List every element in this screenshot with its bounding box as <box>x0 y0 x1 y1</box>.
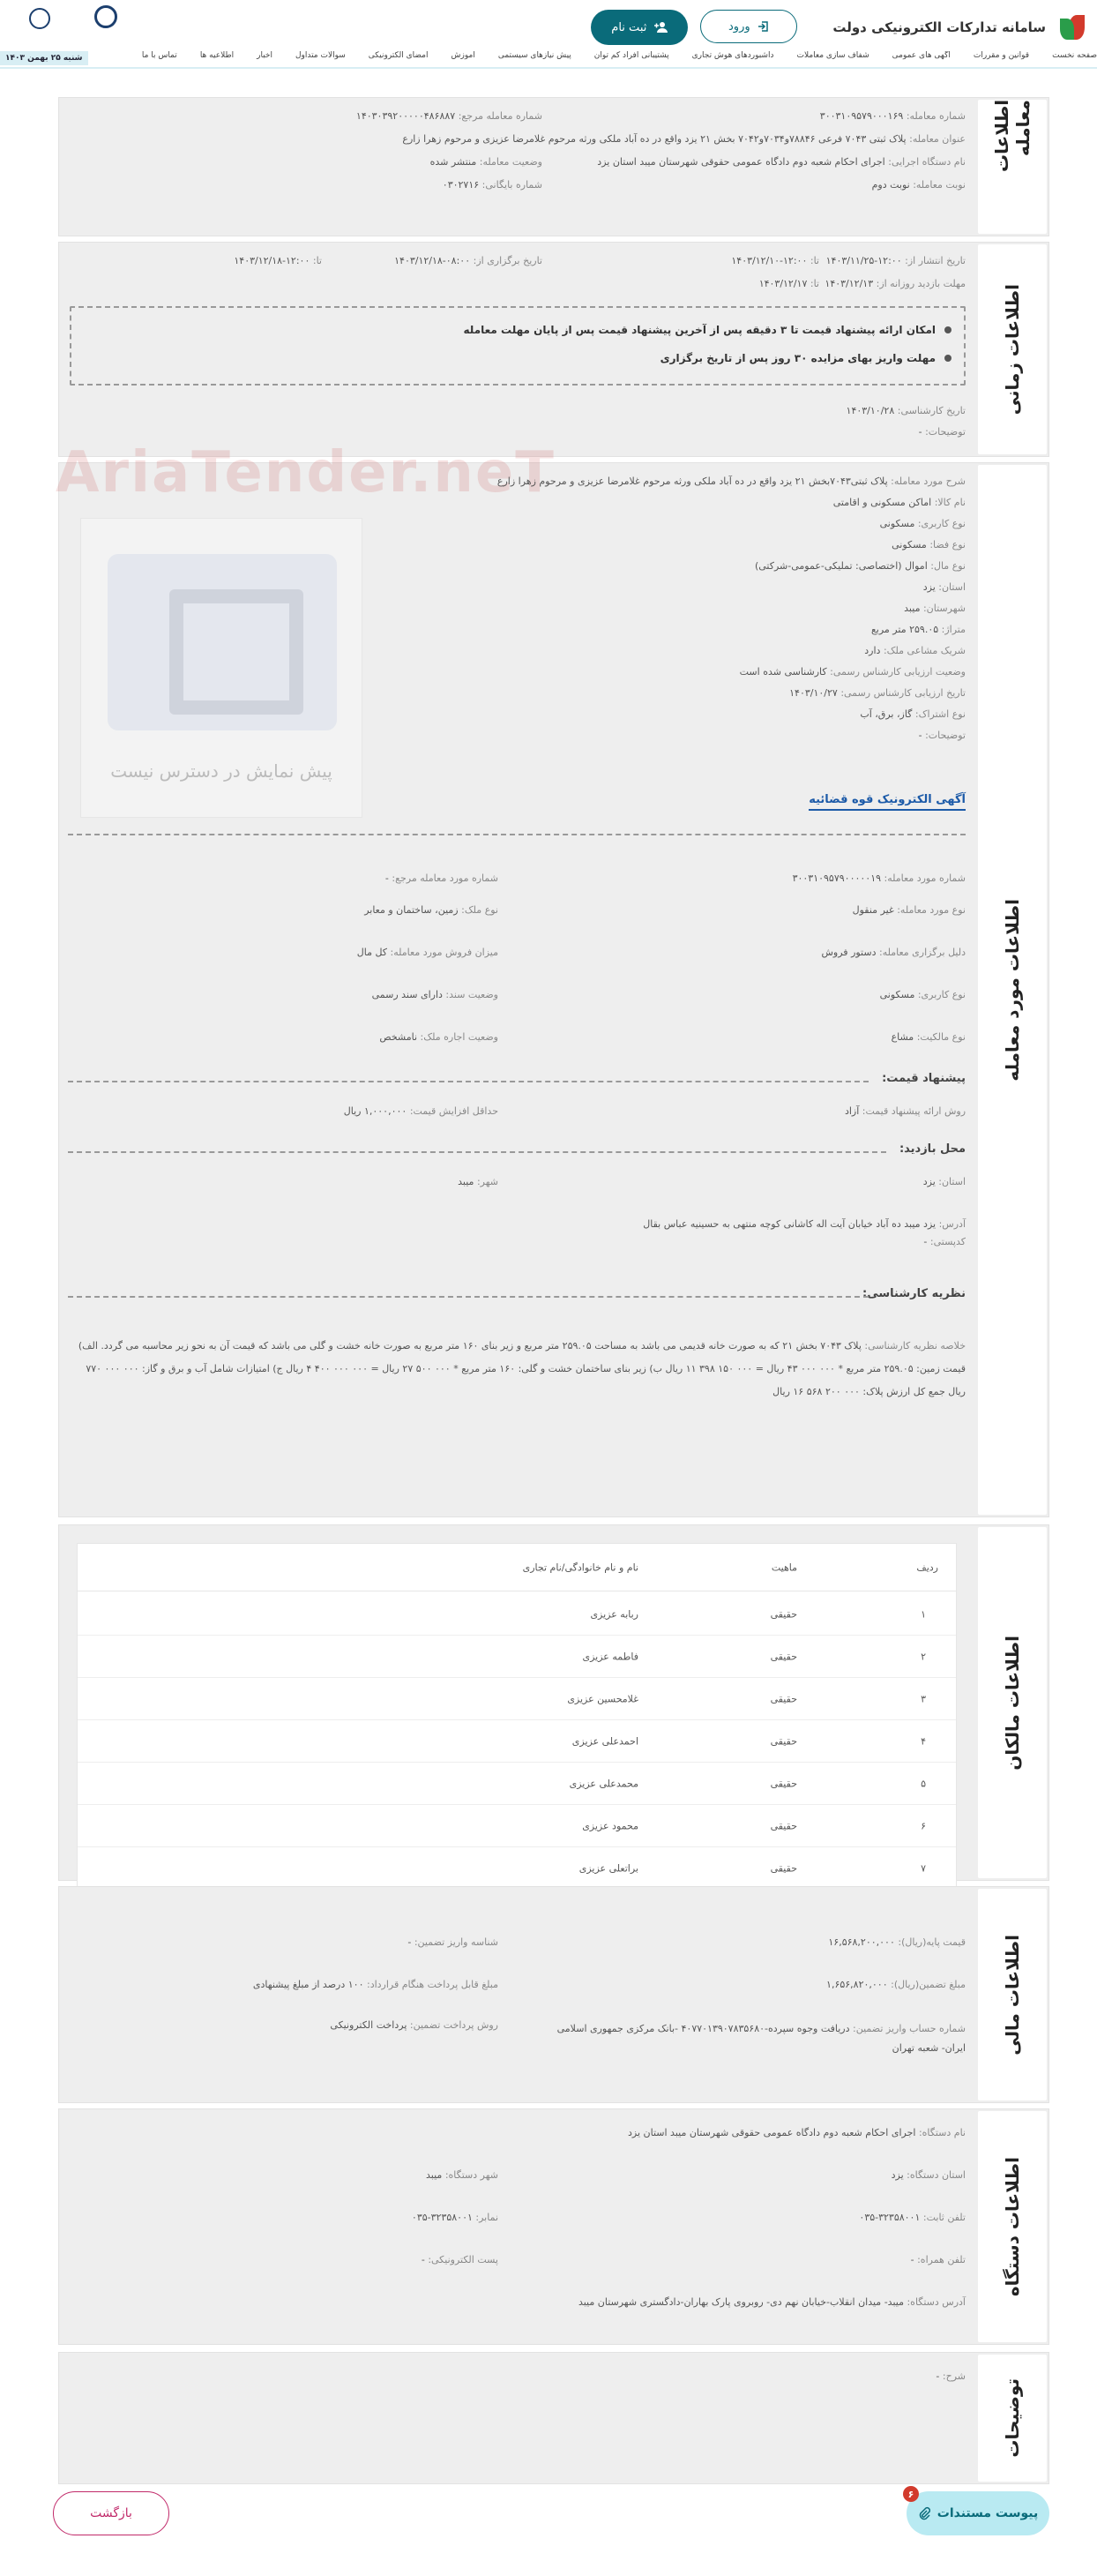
desc-label: توضیحات: <box>925 426 966 438</box>
gavel-icon <box>108 554 337 730</box>
expert-heading: نظریه کارشناسی: <box>862 1287 966 1300</box>
visit-address-row <box>643 1218 966 1230</box>
guarantee: ۱,۶۵۶,۸۲۰,۰۰۰ <box>826 1979 888 1990</box>
item-field-row <box>904 603 966 614</box>
item-owner-type-label: نوع مالکیت: <box>916 1031 966 1043</box>
nav-item[interactable]: داشبوردهای هوش تجاری <box>691 51 774 60</box>
org-prov-label: استان دستگاه: <box>907 2169 966 2181</box>
section-title-box <box>978 2355 1047 2482</box>
org-fax-label: نمابر: <box>475 2212 498 2223</box>
nav-item[interactable]: پشتیبانی افراد کم توان <box>593 51 669 60</box>
section-divider <box>68 1296 869 1298</box>
section-title-box <box>978 244 1047 454</box>
transaction-field-value: منتشر شده <box>429 156 477 168</box>
item-field-label: تاریخ ارزیابی کارشناس رسمی: <box>840 687 966 699</box>
attachments-label: پیوست مستندات <box>937 2506 1039 2520</box>
item-prop-type-label: نوع ملک: <box>461 904 498 916</box>
deposit-id-label: شناسه واریز تضمین: <box>414 1936 498 1948</box>
owners-row <box>78 1636 956 1678</box>
item-prop-type-row <box>364 904 498 916</box>
item-ref-no-label: شماره مورد معامله مرجع: <box>392 872 498 884</box>
owners-cell: ۳ <box>921 1693 926 1704</box>
pay-method-label: روش پرداخت تضمین: <box>409 2019 498 2031</box>
publish-label: تاریخ انتشار از: <box>905 255 966 266</box>
base-price-label: قیمت پایه(ریال): <box>898 1936 966 1948</box>
item-use-label: نوع کاربری: <box>917 989 966 1000</box>
bid-method-row <box>845 1105 966 1117</box>
attachments-button[interactable] <box>907 2488 1049 2535</box>
expert-summary-row <box>68 1335 966 1404</box>
owners-cell: فاطمه عزیزی <box>582 1651 638 1662</box>
section-owners <box>58 1524 1049 1881</box>
transaction-field-label: عنوان معامله: <box>909 133 966 145</box>
min-increase-value: ۱,۰۰۰,۰۰۰ ریال <box>343 1105 407 1117</box>
item-field-value: یزد <box>922 581 936 593</box>
item-field-row <box>919 730 966 741</box>
item-field-value: اماکن مسکونی و اقامتی <box>832 497 932 508</box>
transaction-field-row <box>820 110 966 122</box>
item-prop-type-value: زمین، ساختمان و معابر <box>364 904 459 916</box>
item-image-placeholder <box>80 518 362 818</box>
desc-value: - <box>918 426 922 438</box>
visit-address-value: یزد میبد ده آباد خیابان آیت اله کاشانی کوچه منتهی به حسینیه عباس بقال <box>643 1218 937 1230</box>
transaction-field-value: ۰۳۰۲۷۱۶ <box>442 179 480 191</box>
login-label: ورود <box>728 19 750 34</box>
condition-text: امکان ارائه پیشنهاد قیمت تا ۳ دقیقه پس از آخرین پیشنهاد قیمت پس از پایان مهلت معامله <box>463 324 936 336</box>
footer-actions <box>53 2488 1049 2535</box>
section-transaction <box>58 97 1049 236</box>
owners-cell: ربابه عزیزی <box>590 1608 638 1620</box>
item-field-label: متراژ: <box>941 624 966 635</box>
transaction-field-value: پلاک ثبتی ۷۰۴۳ فرعی ۷۸۸۴۶و۷۰۳۴و۷۰۴۲ بخش ۲۱ یزد واقع در ده آباد ملکی ورثه مرحوم غلامرضا عزیزی و مرحوم زهرا زارع <box>402 133 907 145</box>
item-field-value: مسکونی <box>892 539 927 550</box>
section-divider <box>68 1151 886 1153</box>
org-mobile: - <box>910 2254 914 2265</box>
item-field-label: نوع اشتراک: <box>914 708 966 720</box>
item-sale-amount-row <box>357 947 498 958</box>
conditions-box <box>70 306 966 386</box>
item-type-value: غیر منقول <box>852 904 894 916</box>
owners-cell: ۷ <box>921 1862 926 1874</box>
login-button[interactable] <box>700 10 797 43</box>
org-addr-label: آدرس دستگاه: <box>907 2296 966 2308</box>
owners-row <box>78 1805 956 1847</box>
section-org <box>58 2108 1049 2345</box>
header-divider <box>0 67 1097 69</box>
section-title-box <box>978 1527 1047 1878</box>
expert-summary-label: خلاصه نظریه کارشناسی: <box>864 1340 966 1352</box>
current-date: شنبه ۲۵ بهمن ۱۴۰۳ <box>0 51 88 65</box>
owners-table <box>77 1543 957 1887</box>
item-field-row <box>789 687 966 699</box>
owners-cell: ۴ <box>921 1735 926 1747</box>
owners-header-cell: نام و نام خانوادگی/نام تجاری <box>522 1561 638 1573</box>
item-field-value: گاز، برق، آب <box>860 708 913 720</box>
owners-header-row <box>78 1544 956 1591</box>
visit-postal-value: - <box>923 1236 928 1247</box>
nav-item[interactable]: اخبار <box>257 51 272 60</box>
owners-header-cell: ردیف <box>916 1561 938 1573</box>
item-field-label: شرح مورد معامله: <box>891 476 966 487</box>
account-label: شماره حساب واریز تضمین: <box>853 2023 966 2034</box>
transaction-field-label: نام دستگاه اجرایی: <box>888 156 966 168</box>
nav-item[interactable]: شفاف سازی معاملات <box>796 51 869 60</box>
owners-cell: غلامحسین عزیزی <box>567 1693 638 1704</box>
guarantee-label: مبلغ تضمین(ریال): <box>891 1979 966 1990</box>
item-field-row <box>880 518 966 529</box>
org-city: میبد <box>426 2169 443 2181</box>
item-reason-label: دلیل برگزاری معامله: <box>879 947 966 958</box>
item-item-no-value: ۳۰۰۳۱۰۹۵۷۹۰۰۰۰۰۱۹ <box>792 872 882 884</box>
item-ref-no-row <box>385 872 498 884</box>
publish-to-label: تا: <box>810 255 819 266</box>
hold-to-label: تا: <box>312 255 322 266</box>
item-item-no-row <box>793 872 966 884</box>
visit-label: مهلت بازدید روزانه از: <box>876 278 966 289</box>
org-phone-label: تلفن ثابت: <box>922 2212 966 2223</box>
item-field-row <box>740 666 966 678</box>
owners-row <box>78 1593 956 1636</box>
owners-cell: محمدعلی عزیزی <box>569 1778 638 1789</box>
nav-item[interactable]: آموزش <box>451 51 475 60</box>
visit-to: ۱۴۰۳/۱۲/۱۷ <box>758 278 808 289</box>
bullet-icon <box>944 326 951 333</box>
bid-method-label: روش ارائه پیشنهاد قیمت: <box>862 1105 966 1117</box>
item-type-row <box>853 904 966 916</box>
ministry-logo-icon <box>9 8 71 43</box>
min-increase-label: حداقل افزایش قیمت: <box>409 1105 498 1117</box>
paperclip-icon <box>918 2506 930 2520</box>
item-type-label: نوع مورد معامله: <box>897 904 966 916</box>
owners-cell: حقیقی <box>770 1693 797 1704</box>
nav-item[interactable]: سوالات متداول <box>295 51 346 60</box>
owners-cell: حقیقی <box>770 1735 797 1747</box>
condition-text: مهلت واریز بهای مزایده ۳۰ روز پس از تاریخ برگزاری <box>660 352 936 364</box>
item-ref-no-value: - <box>384 872 389 884</box>
item-doc-row <box>372 989 498 1000</box>
setad-logo-icon <box>1053 10 1088 45</box>
transaction-field-row <box>402 133 966 145</box>
condition-item <box>464 324 951 336</box>
owners-cell: ۶ <box>921 1820 926 1831</box>
org-email-label: پست الکترونیکی: <box>428 2254 498 2265</box>
item-field-row <box>864 645 966 656</box>
owners-cell: ۲ <box>921 1651 926 1662</box>
org-name: اجرای احکام شعبه دوم دادگاه عمومی حقوقی شهرستان میبد استان یزد <box>628 2127 916 2138</box>
section-time <box>58 242 1049 457</box>
visit-postal-row <box>923 1236 966 1247</box>
section-finance <box>58 1886 1049 2103</box>
nav-item[interactable]: آگهی های عمومی <box>892 51 951 60</box>
item-field-value: کارشناسی شده است <box>739 666 827 678</box>
nav-item[interactable]: اطلاعیه ها <box>199 51 235 60</box>
org-name-label: نام دستگاه: <box>918 2127 966 2138</box>
owners-cell: محمود عزیزی <box>582 1820 638 1831</box>
visit-province-value: یزد <box>922 1176 936 1187</box>
section-title-box <box>978 100 1047 234</box>
section-title-box <box>978 465 1047 1515</box>
owners-cell: حقیقی <box>770 1608 797 1620</box>
visit-to-label: تا: <box>810 278 819 289</box>
item-field-label: توضیحات: <box>925 730 966 741</box>
owners-cell: حقیقی <box>770 1862 797 1874</box>
nav-item[interactable]: قوانین و مقررات <box>973 51 1030 60</box>
section-description <box>58 2352 1049 2484</box>
top-bar <box>0 0 1097 55</box>
section-title: اطلاعات مورد معامله <box>1002 898 1023 1082</box>
item-use-row <box>880 989 966 1000</box>
section-title: اطلاعات مالکان <box>1002 1635 1023 1771</box>
section-title: توضیحات <box>1002 2378 1023 2458</box>
item-field-label: نام کالا: <box>934 497 966 508</box>
hold-from: ۱۴۰۳/۱۲/۱۸-۰۸:۰۰ <box>394 255 471 266</box>
item-reason-value: دستور فروش <box>821 947 877 958</box>
owners-header-cell: ماهیت <box>771 1561 797 1573</box>
expert-date: ۱۴۰۳/۱۰/۲۸ <box>846 405 895 416</box>
contract-pay-label: مبلغ قابل پرداخت هنگام قرارداد: <box>367 1979 498 1990</box>
transaction-field-value: اجرای احکام شعبه دوم دادگاه عمومی حقوقی شهرستان میبد استان یزد <box>597 156 885 168</box>
transaction-field-row <box>872 179 966 191</box>
section-title-box <box>978 1889 1047 2100</box>
back-button[interactable]: بازگشت <box>53 2491 169 2535</box>
item-doc-value: دارای سند رسمی <box>371 989 443 1000</box>
nav-item[interactable]: تماس با ما <box>141 51 177 60</box>
transaction-field-row <box>356 110 542 122</box>
item-reason-row <box>822 947 966 958</box>
item-field-label: نوع فضا: <box>929 539 966 550</box>
condition-item <box>660 352 951 364</box>
section-title: اطلاعات مالی <box>1002 1934 1023 2056</box>
brand[interactable] <box>832 10 1088 45</box>
item-field-value: اموال (اختصاصی: تملیکی-عمومی-شرکتی) <box>754 560 928 572</box>
pay-method: پرداخت الکترونیکی <box>330 2019 407 2031</box>
item-field-row <box>871 624 966 635</box>
item-item-no-label: شماره مورد معامله: <box>884 872 966 884</box>
org-mobile-label: تلفن همراه: <box>917 2254 966 2265</box>
publish-from: ۱۴۰۳/۱۱/۲۵-۱۲:۰۰ <box>825 255 902 266</box>
owners-row <box>78 1847 956 1890</box>
desc-label: شرح: <box>942 2370 966 2382</box>
item-sale-amount-value: کل مال <box>356 947 388 958</box>
item-field-value: ۲۵۹.۰۵ متر مربع <box>870 624 939 635</box>
item-field-value: - <box>918 730 922 741</box>
item-field-label: شریک مشاعی ملک: <box>883 645 966 656</box>
item-lease-value: نامشخص <box>379 1031 418 1043</box>
visit-city-label: شهر: <box>476 1176 498 1187</box>
government-emblem-icon <box>88 5 123 46</box>
register-button[interactable] <box>591 10 688 45</box>
visit-city-value: میبد <box>458 1176 474 1187</box>
item-field-value: پلاک ثبتی۷۰۴۳بخش ۲۱ یزد واقع در ده آباد ملکی ورثه مرحوم غلامرضا عزیزی و مرحوم زهرا زارع <box>496 476 888 487</box>
item-owner-type-value: مشاع <box>891 1031 914 1043</box>
attachments-count-badge: ۶ <box>903 2486 919 2502</box>
item-doc-label: وضعیت سند: <box>445 989 498 1000</box>
transaction-field-value: نوبت دوم <box>871 179 910 191</box>
bid-method-value: آزاد <box>844 1105 860 1117</box>
item-field-value: مسکونی <box>879 518 915 529</box>
visit-city-row <box>458 1176 498 1187</box>
login-icon <box>757 20 770 33</box>
visit-from: ۱۴۰۳/۱۲/۱۳ <box>825 278 874 289</box>
section-title: اطلاعات دستگاه <box>1002 2156 1023 2297</box>
transaction-field-value: ۱۴۰۳۰۳۹۲۰۰۰۰۰۴۸۶۸۸۷ <box>355 110 456 122</box>
section-item <box>56 440 1049 1517</box>
owners-row <box>78 1720 956 1763</box>
visit-province-label: استان: <box>938 1176 966 1187</box>
org-addr: میبد- میدان انقلاب-خیابان نهم دی- روبروی پارک بهاران-دادگستری شهرستان میبد <box>578 2296 904 2308</box>
item-field-label: وضعیت ارزیابی کارشناس رسمی: <box>830 666 966 678</box>
transaction-field-label: شماره بایگانی: <box>481 179 542 191</box>
contract-pay: ۱۰۰ درصد از مبلغ پیشنهادی <box>252 1979 364 1990</box>
org-prov: یزد <box>891 2169 904 2181</box>
bullet-icon <box>944 355 951 362</box>
watermark-logo: AriaTender.neT <box>56 440 556 505</box>
main-nav <box>0 51 1097 65</box>
item-lease-label: وضعیت اجاره ملک: <box>420 1031 498 1043</box>
owners-cell: احمدعلی عزیزی <box>571 1735 638 1747</box>
item-field-row <box>923 581 966 593</box>
register-label: ثبت نام <box>611 20 647 34</box>
bid-heading: پیشنهاد قیمت: <box>882 1072 966 1085</box>
item-field-label: استان: <box>938 581 966 593</box>
nav-item[interactable]: پیش نیازهای سیستمی <box>497 51 571 60</box>
item-field-value: ۱۴۰۳/۱۰/۲۷ <box>789 687 838 699</box>
account: دریافت وجوه سپرده-۴۰۷۷۰۱۳۹۰۷۸۳۵۶۸۰ -بانک مرکزی جمهوری اسلامی ایران- شعبه تهران <box>556 2023 966 2054</box>
nav-item[interactable]: صفحه نخست <box>1052 51 1097 60</box>
base-price: ۱۶,۵۶۸,۲۰۰,۰۰۰ <box>828 1936 895 1948</box>
desc-value: - <box>936 2370 940 2382</box>
min-increase-row <box>344 1105 498 1117</box>
judiciary-ad-link[interactable]: آگهی الکترونیک قوه قضائیه <box>809 793 966 811</box>
org-phone: ۰۳۵-۳۲۳۵۸۰۰۱ <box>859 2212 921 2223</box>
transaction-field-label: شماره معامله: <box>906 110 966 122</box>
item-lease-row <box>379 1031 498 1043</box>
item-field-label: شهرستان: <box>922 603 966 614</box>
owners-cell: ۱ <box>921 1608 926 1620</box>
hold-label: تاریخ برگزاری از: <box>473 255 542 266</box>
transaction-field-row <box>597 156 966 168</box>
visit-postal-label: کدپستی: <box>929 1236 966 1247</box>
transaction-field-value: ۳۰۰۳۱۰۹۵۷۹۰۰۰۱۶۹ <box>819 110 904 122</box>
no-preview-text: پیش نمایش در دسترس نیست <box>110 760 332 782</box>
item-field-value: دارد <box>864 645 881 656</box>
owners-cell: حقیقی <box>770 1651 797 1662</box>
owners-row <box>78 1763 956 1805</box>
owners-cell: حقیقی <box>770 1820 797 1831</box>
owners-row <box>78 1678 956 1720</box>
user-plus-icon <box>653 21 668 34</box>
location-heading: محل بازدید: <box>899 1142 966 1156</box>
item-field-label: نوع مال: <box>930 560 966 572</box>
transaction-field-label: وضعیت معامله: <box>479 156 542 168</box>
section-title: اطلاعات معامله <box>991 100 1034 173</box>
visit-province-row <box>923 1176 966 1187</box>
org-city-label: شهر دستگاه: <box>444 2169 498 2181</box>
item-use-value: مسکونی <box>879 989 915 1000</box>
hold-to: ۱۴۰۳/۱۲/۱۸-۱۲:۰۰ <box>234 255 310 266</box>
section-divider <box>68 1081 869 1082</box>
item-field-row <box>755 560 966 572</box>
item-field-row <box>892 539 966 550</box>
brand-title: سامانه تدارکات الکترونیکی دولت <box>832 19 1046 35</box>
item-field-row <box>860 708 966 720</box>
owners-cell: براتعلی عزیزی <box>578 1862 638 1874</box>
section-title: اطلاعات زمانی <box>1002 283 1023 416</box>
owners-cell: ۵ <box>921 1778 926 1789</box>
nav-item[interactable]: امضای الکترونیکی <box>368 51 429 60</box>
org-email: - <box>421 2254 425 2265</box>
expert-date-label: تاریخ کارشناسی: <box>897 405 966 416</box>
transaction-field-label: شماره معامله مرجع: <box>458 110 542 122</box>
expert-summary: پلاک ۷۰۴۳ بخش ۲۱ که به صورت خانه قدیمی می باشد به مساحت ۲۵۹.۰۵ متر مربع و زیر بنای ۱۶۰ متر مربع به صورت خانه خشت و گلی می باشد که قیمت آن به نحو زیر محاسبه می گردد. الف) قیمت زمین: ۲۵۹.۰۵ متر مربع * ۰۰۰ ۰۰۰ ۴۳ ریال = ۰۰۰ ۱۵۰ ۳۹۸ ۱۱ ریال ب) زیر بنای ساختمان خشت و گلی: ۱۶۰ متر مربع * ۰۰۰ ۵۰۰ ۲۷ ریال = ۰۰۰ ۰۰۰ ۴۰۰ ۴ ریال ج) امتیازات شامل آب و برق و گاز: ۰۰۰ ۰۰۰ ۷۷۰ ریال جمع کل ارزش پلاک: ۰۰۰ ۲۰۰ ۵۶۸ ۱۶ ریال <box>78 1340 966 1397</box>
item-field-value: میبد <box>904 603 921 614</box>
publish-to: ۱۴۰۳/۱۲/۱۰-۱۲:۰۰ <box>731 255 808 266</box>
section-divider <box>68 834 966 835</box>
item-sale-amount-label: میزان فروش مورد معامله: <box>390 947 498 958</box>
deposit-id: - <box>407 1936 412 1948</box>
item-field-row <box>833 497 966 508</box>
owners-cell: حقیقی <box>770 1778 797 1789</box>
section-title-box <box>978 2111 1047 2342</box>
item-owner-type-row <box>892 1031 966 1043</box>
transaction-field-label: نوبت معامله: <box>913 179 966 191</box>
item-field-row <box>497 476 966 487</box>
visit-address-label: آدرس: <box>938 1218 966 1230</box>
item-field-label: نوع کاربری: <box>917 518 966 529</box>
org-fax: ۰۳۵-۳۲۳۵۸۰۰۱ <box>411 2212 473 2223</box>
transaction-field-row <box>443 179 542 191</box>
transaction-field-row <box>430 156 542 168</box>
